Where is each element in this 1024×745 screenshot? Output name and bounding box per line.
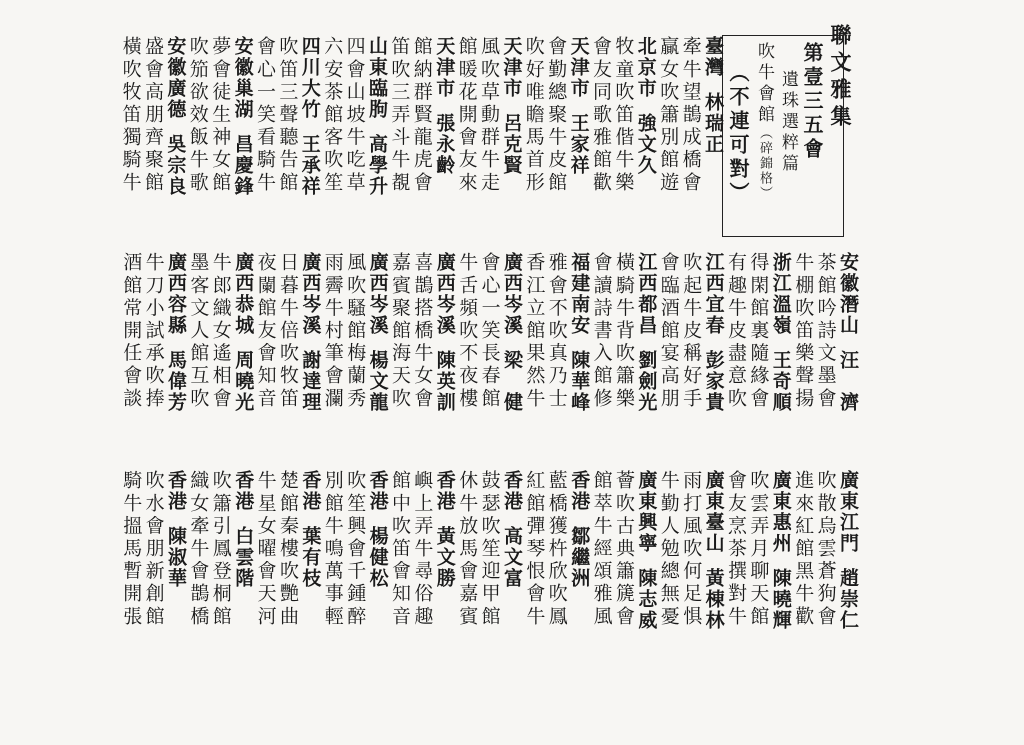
issue-number: 第壹三五會 [800,42,824,162]
poem-line: 吹起牛皮稱好手 [680,252,703,411]
author-name: 楊文龍 [366,350,389,413]
poem-line: 風吹騷館梅蘭秀 [344,252,367,411]
poem-line: 牧童吹笛偕牛樂 [612,36,635,195]
poem-line: 嘉賓聚館海天吹 [389,252,411,411]
poem-line: 楚館秦樓吹艷曲 [277,470,299,629]
poem-line: 薈吹古典簫篪會 [613,470,635,629]
poem-line: 風吹草動群牛走 [478,36,500,195]
poem-line: 牛郎織女遙相會 [209,252,232,411]
author-line [502,470,521,589]
poem-line: 橫騎牛背吹簫樂 [613,252,635,411]
poem-line: 夜闌館友會知音 [254,252,277,411]
author-line [232,252,255,413]
author-region: 四川大竹 [298,36,321,120]
author-name: 彭家貴 [702,350,725,413]
poem-line: 騎牛搵馬暫開張 [120,470,143,629]
poem-line: 吹笙興會千鍾醉 [344,470,367,629]
author-name: 王家祥 [567,113,590,176]
author-region: 廣西容縣 [165,252,187,336]
author-line [838,470,857,631]
poem-line: 會勤總聚牛皮館 [545,36,568,195]
poem-line: 會友同歌雅館歡 [590,36,612,195]
author-line [300,36,319,197]
author-region: 天津市 [433,36,456,99]
author-name: 黃文勝 [433,526,456,589]
poem-line: 喜鵲搭橋牛女會 [411,252,434,411]
author-line [232,470,255,589]
poem-line: 館中吹笛會知音 [389,470,411,629]
author-region: 北京市 [634,36,657,99]
author-line [433,36,456,176]
author-name: 陳英訓 [433,350,456,413]
author-region: 廣東興寧 [635,470,658,554]
author-line [502,252,521,413]
topic-title [755,42,772,201]
poem-line: 吹水會朋新創館 [142,470,165,629]
author-name: 陳淑華 [165,526,187,589]
category-title: 遺珠選粹篇 [778,70,798,175]
poem-line: 吹散烏雲蒼狗會 [814,470,837,629]
poem-line: 六安茶館客吹笙 [321,36,344,195]
poem-line: 牛刀小試承吹捧 [142,252,165,411]
rule-note: （不連可對） [726,62,750,206]
author-name: 張永齡 [433,113,456,176]
author-line [636,36,655,176]
author-name: 葉有枝 [299,526,322,589]
author-region: 江西都昌 [635,252,658,336]
author-region: 香港 [299,470,322,512]
author-region: 安徽巢湖 [231,36,254,120]
poem-line: 進來紅館黑牛歡 [792,470,815,629]
poem-line: 館萃牛經頌雅風 [590,470,613,629]
poem-line: 盛會高朋齊聚館 [142,36,164,195]
author-region: 廣西岑溪 [501,252,523,336]
poem-line: 別館牛鳴萬事輕 [321,470,344,629]
poem-line: 休牛放馬會嘉賓 [456,470,479,629]
author-name: 林瑞正 [702,92,724,155]
author-name: 強文久 [634,113,657,176]
author-region: 天津市 [500,36,523,99]
author-name: 楊健松 [366,526,389,589]
poem-line: 橫吹牧笛獨騎牛 [119,36,142,195]
author-region: 山東臨朐 [366,36,388,120]
author-name: 王承祥 [298,134,321,197]
poem-line: 雨打風吹何足惧 [680,470,703,629]
author-region: 江西宜春 [702,252,725,336]
author-name: 陳華峰 [568,350,591,413]
poem-line: 會讀詩書入館修 [590,252,613,411]
poem-line: 墨客文人館互吹 [187,252,210,411]
poem-line: 四會山坡牛吃草 [343,36,366,195]
poem-line: 得閑館裏隨緣會 [747,252,770,411]
author-region: 香港 [366,470,389,512]
collection-title: 聯文雅集 [828,24,853,132]
author-line [838,252,857,413]
author-line [704,252,723,413]
poem-line: 夢會徒生神女館 [209,36,232,195]
poem-line: 香江立館果然牛 [523,252,546,411]
author-region: 廣西岑溪 [366,252,389,336]
author-region: 香港 [433,470,456,512]
author-line [704,470,723,631]
author-line [703,36,722,155]
poem-line: 鼓瑟吹笙迎甲館 [478,470,501,629]
poem-line: 贏女吹簫別館遊 [657,36,680,195]
author-region: 香港 [232,470,255,512]
author-region: 香港 [501,470,523,512]
author-line [166,252,185,413]
poem-line: 牽牛望鵲成橋會 [679,36,702,195]
author-line [771,252,790,413]
author-name: 高文富 [501,526,523,589]
poem-line: 館納群賢龍虎會 [410,36,433,195]
author-line [635,252,658,413]
author-name: 昌慶鋒 [231,134,254,197]
author-region: 香港 [568,470,591,512]
poem-line: 牛星女曜會天河 [254,470,277,629]
poem-line: 嶼上弄牛尋俗趣 [411,470,434,629]
poem-line: 會心一笑長春館 [478,252,501,411]
author-name: 趙崇仁 [837,568,859,631]
author-name: 謝達理 [299,350,322,413]
author-line [568,470,591,589]
author-line [166,470,185,589]
author-region: 廣西岑溪 [299,252,322,336]
poem-line: 會友烹茶撰對牛 [725,470,747,629]
author-line [435,470,454,589]
author-line [233,36,252,197]
poem-line: 笛吹三弄斗牛覩 [388,36,411,195]
author-region: 廣東江門 [837,470,859,554]
poem-line: 吹笛三聲聽告館 [276,36,299,195]
author-line [568,252,591,413]
author-line [299,252,322,413]
poem-line: 藍橋獲杵欣吹鳳 [545,470,568,629]
author-region: 廣西岑溪 [433,252,456,336]
author-region: 浙江溫嶺 [769,252,792,336]
author-name: 高學升 [366,134,388,197]
author-line [164,36,187,197]
poem-line: 日暮牛倍吹牧笛 [277,252,299,411]
author-name: 吳宗良 [164,134,187,197]
author-name: 白雲階 [232,526,255,589]
author-name: 梁 健 [501,350,523,413]
author-name: 馬偉芳 [165,350,187,413]
author-region: 香港 [165,470,187,512]
poem-line: 織女牽牛會鵲橋 [187,470,210,629]
author-name: 陳志威 [635,568,658,631]
author-name: 陳曉輝 [769,568,792,631]
author-line [569,36,588,176]
author-region: 安徽廣德 [164,36,187,120]
poem-line: 牛棚吹笛樂聲揚 [792,252,815,411]
poem-line: 牛舌頻吹不夜樓 [456,252,479,411]
poem-line: 會心一笑看騎牛 [254,36,276,195]
author-name: 周曉光 [232,350,255,413]
poem-line: 茶館吟詩文墨會 [814,252,837,411]
poem-line: 雅會不吹真乃士 [545,252,568,411]
author-region: 廣東惠州 [769,470,792,554]
author-name: 王奇順 [769,350,792,413]
poem-line: 吹好唯瞻馬首形 [522,36,545,195]
poem-line: 有趣牛皮盡意吹 [725,252,747,411]
poem-line: 雨霽牛村筆會瀾 [321,252,344,411]
author-line [500,36,523,176]
author-region: 福建南安 [568,252,591,336]
author-line [368,470,387,589]
author-line [635,470,658,631]
poem-line: 館暖花開會友來 [455,36,478,195]
author-line [299,470,322,589]
poem-line: 吹笳欲效飯牛歌 [186,36,209,195]
author-name: 汪 濟 [837,350,859,413]
author-line [771,470,790,631]
poem-line: 牛勤人勉總無憂 [657,470,680,629]
author-name: 呂克賢 [500,113,523,176]
author-region: 廣東臺山 [702,470,725,554]
author-region: 臺灣 [702,36,724,78]
author-line [367,36,386,197]
author-name: 黃棟林 [702,568,725,631]
topic-note: （碎錦格） [757,126,772,201]
poem-line: 紅館彈琴恨會牛 [523,470,546,629]
author-line [368,252,387,413]
topic-text: 吹牛會館 [754,42,774,126]
poem-line: 酒館常開任會談 [120,252,143,411]
author-name: 鄒繼洲 [568,526,591,589]
author-name: 劉劍光 [635,350,658,413]
author-region: 廣西恭城 [232,252,255,336]
author-line [435,252,454,413]
author-region: 安徽潛山 [837,252,859,336]
poem-line: 吹雲弄月聊天館 [747,470,770,629]
poem-line: 會臨酒館宴高朋 [657,252,680,411]
poem-line: 吹簫引鳳登桐館 [209,470,232,629]
author-region: 天津市 [567,36,590,99]
